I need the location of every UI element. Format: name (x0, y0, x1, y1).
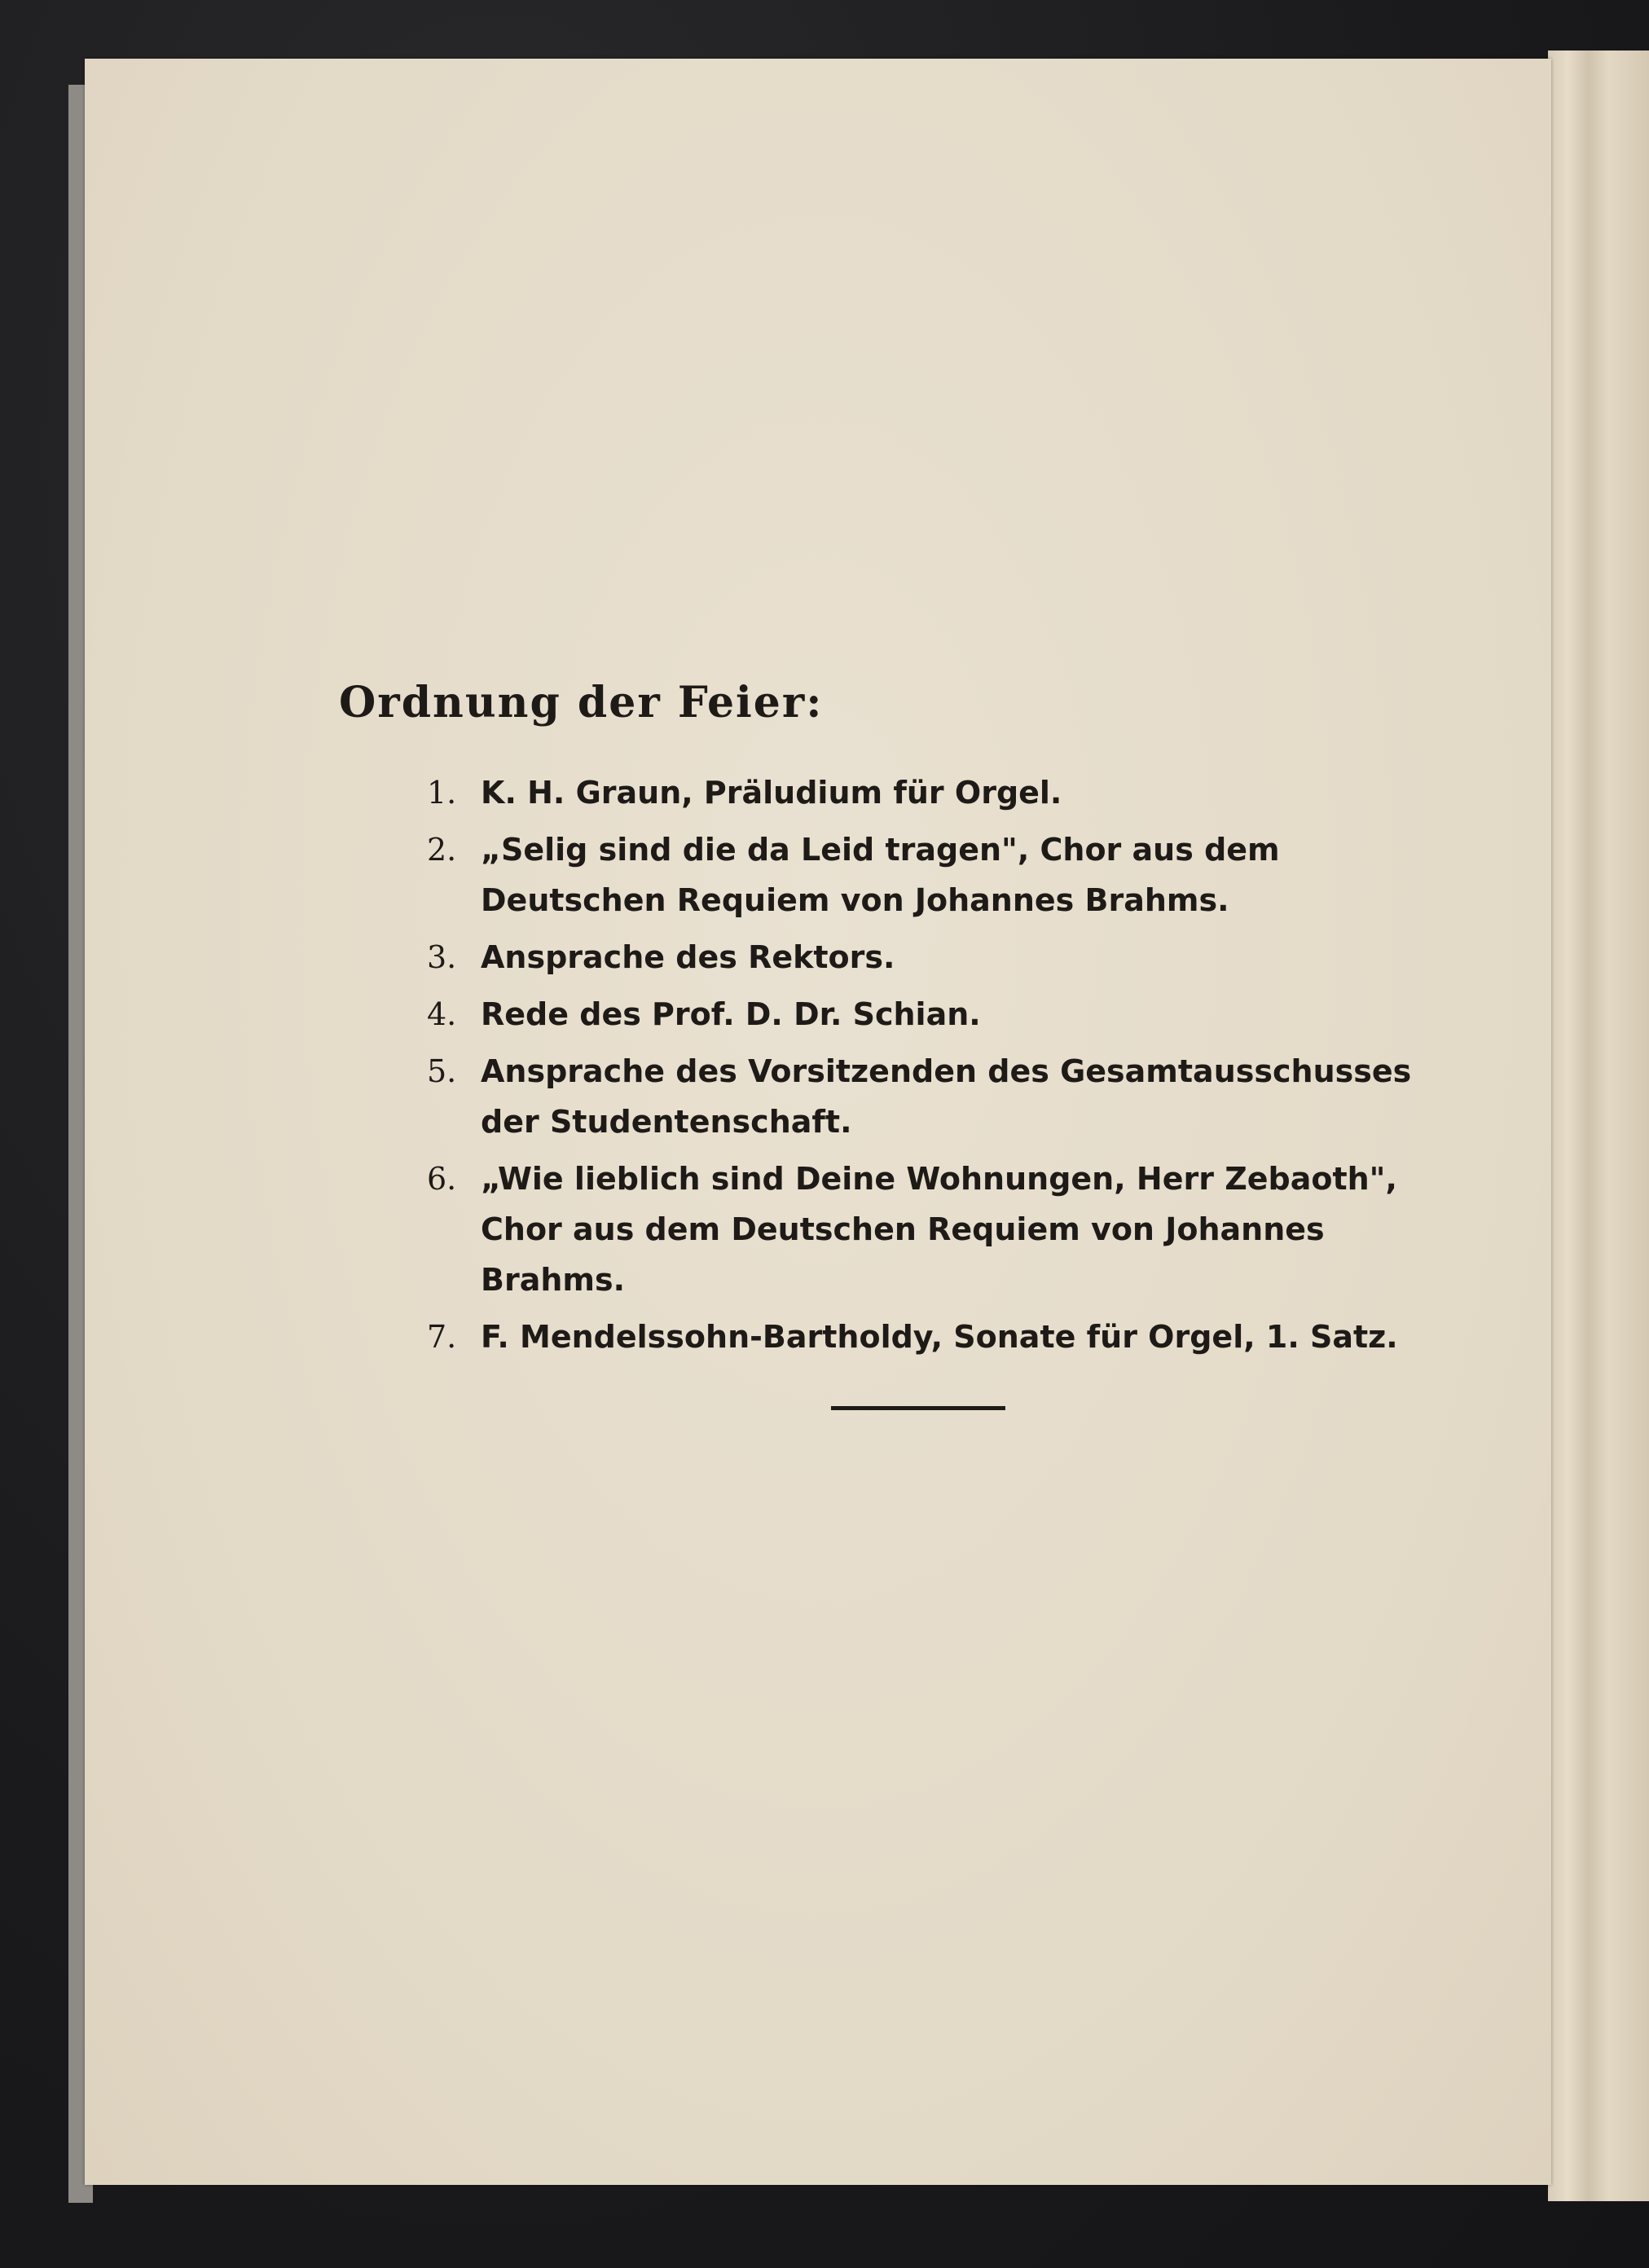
program-item-text: Ansprache des Vorsitzenden des Gesamtausschusses der Studentenschaft. (481, 1053, 1412, 1140)
document-page (85, 59, 1551, 2185)
program-item (427, 767, 1421, 818)
program-item (427, 1312, 1421, 1362)
program-item (427, 932, 1421, 982)
program-item-number: 1. (427, 775, 457, 811)
program-item-text: „Selig sind die da Leid tragen", Chor aus dem Deutschen Requiem von Johannes Brahms. (481, 832, 1280, 918)
program-item (427, 989, 1421, 1040)
program-item-text: Rede des Prof. D. Dr. Schian. (481, 996, 981, 1032)
program-item-number: 2. (427, 832, 457, 868)
program-item (427, 824, 1421, 925)
program-heading: Ordnung der Feier: (339, 678, 824, 727)
program-item (427, 1154, 1421, 1305)
program-list (427, 767, 1421, 1369)
program-item-number: 7. (427, 1319, 457, 1355)
program-item-text: F. Mendelssohn-Bartholdy, Sonate für Orgel, 1. Satz. (481, 1319, 1398, 1355)
program-item-text: „Wie lieblich sind Deine Wohnungen, Herr Zebaoth", Chor aus dem Deutschen Requiem von Johannes Brahms. (481, 1161, 1397, 1298)
program-item (427, 1046, 1421, 1147)
program-item-number: 5. (427, 1053, 457, 1089)
program-item-number: 4. (427, 996, 457, 1032)
program-item-text: Ansprache des Rektors. (481, 939, 895, 975)
program-item-number: 3. (427, 939, 457, 975)
program-item-number: 6. (427, 1161, 457, 1197)
page-edge-right (1548, 51, 1649, 2201)
program-item-text: K. H. Graun, Präludium für Orgel. (481, 775, 1062, 811)
section-divider (831, 1406, 1005, 1410)
